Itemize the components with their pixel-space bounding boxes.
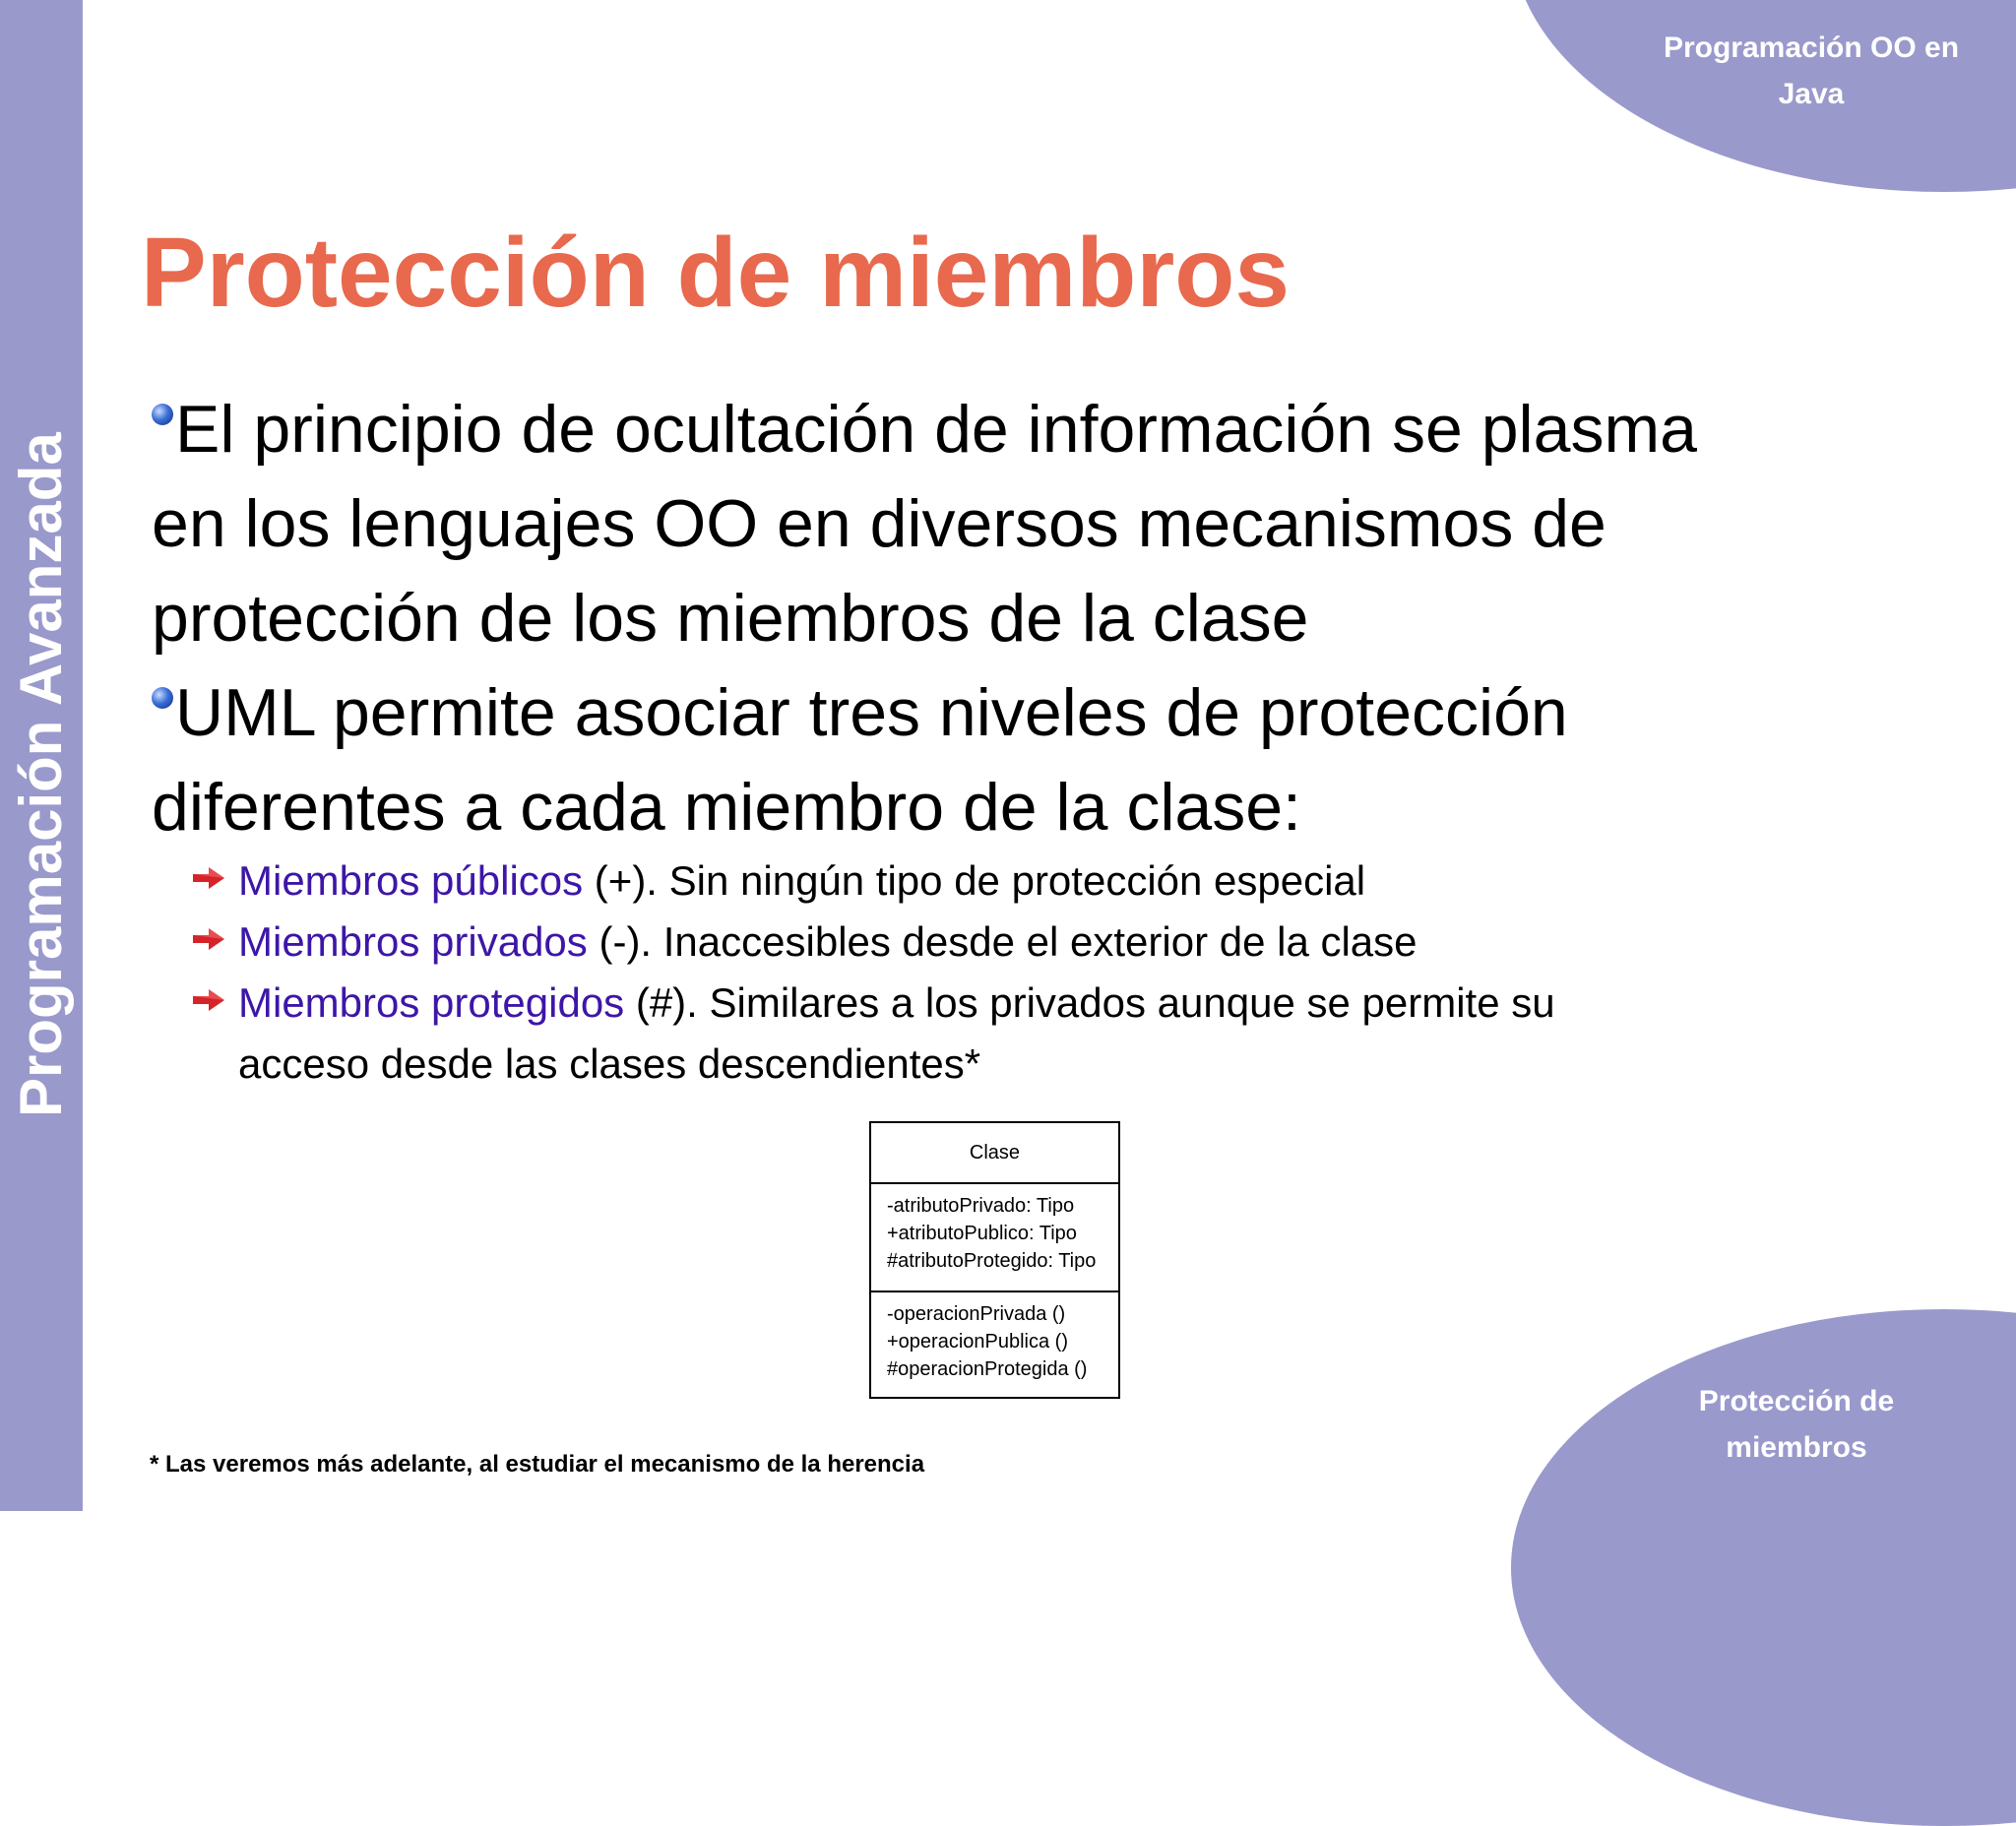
uml-class-diagram: [869, 1121, 1120, 1399]
main-bullets: [152, 382, 1845, 854]
sub-bullet-text: (-). Inaccesibles desde el exterior de la clase: [587, 918, 1418, 965]
section-label-line1: Protección de: [1698, 1385, 1895, 1417]
bullet-item: [152, 665, 1845, 854]
uml-operation: #operacionProtegida (): [887, 1358, 1088, 1380]
uml-attribute: #atributoProtegido: Tipo: [887, 1250, 1097, 1272]
bullet-dot-icon: [152, 404, 173, 425]
uml-attributes: [871, 1184, 1118, 1292]
sub-bullet-term: Miembros privados: [238, 918, 588, 965]
sub-bullets: [193, 850, 1729, 1095]
bullet-line: UML permite asociar tres niveles de protección: [175, 675, 1568, 750]
uml-operation: -operacionPrivada (): [887, 1303, 1066, 1325]
course-label-line2: Java: [1778, 78, 1845, 110]
bullet-line: El principio de ocultación de información se plasma: [175, 392, 1697, 467]
course-label: [1634, 25, 1988, 117]
course-label-line1: Programación OO en: [1663, 31, 1960, 64]
bullet-line: en los lenguajes OO en diversos mecanismos de: [152, 486, 1606, 561]
uml-operation: +operacionPublica (): [887, 1331, 1068, 1353]
uml-attribute: -atributoPrivado: Tipo: [887, 1195, 1075, 1217]
left-sidebar: [0, 0, 83, 1511]
uml-operations: [871, 1292, 1118, 1383]
sub-bullet-text: (#). Similares a los privados aunque se permite su: [624, 979, 1555, 1026]
section-label-line2: miembros: [1726, 1431, 1867, 1464]
uml-class-name: Clase: [871, 1123, 1118, 1184]
red-arrow-icon: [193, 926, 226, 952]
red-arrow-icon: [193, 865, 226, 891]
sub-bullet-item: [193, 912, 1729, 973]
sub-bullet-item: [193, 973, 1729, 1095]
sidebar-title: Programación Avanzada: [8, 432, 74, 1117]
bullet-item: [152, 382, 1845, 665]
sub-bullet-term: Miembros protegidos: [238, 979, 625, 1026]
sub-bullet-text-cont: acceso desde las clases descendientes*: [238, 1040, 981, 1087]
sub-bullet-term: Miembros públicos: [238, 857, 584, 904]
slide-title: Protección de miembros: [141, 218, 1290, 328]
red-arrow-icon: [193, 987, 226, 1013]
uml-attribute: +atributoPublico: Tipo: [887, 1223, 1077, 1244]
bullet-dot-icon: [152, 687, 173, 709]
footnote: * Las veremos más adelante, al estudiar el mecanismo de la herencia: [150, 1451, 925, 1478]
sub-bullet-text: (+). Sin ningún tipo de protección especial: [583, 857, 1366, 904]
bullet-line: diferentes a cada miembro de la clase:: [152, 770, 1301, 845]
section-label: [1673, 1378, 1920, 1471]
bullet-line: protección de los miembros de la clase: [152, 581, 1309, 656]
sub-bullet-item: [193, 850, 1729, 912]
